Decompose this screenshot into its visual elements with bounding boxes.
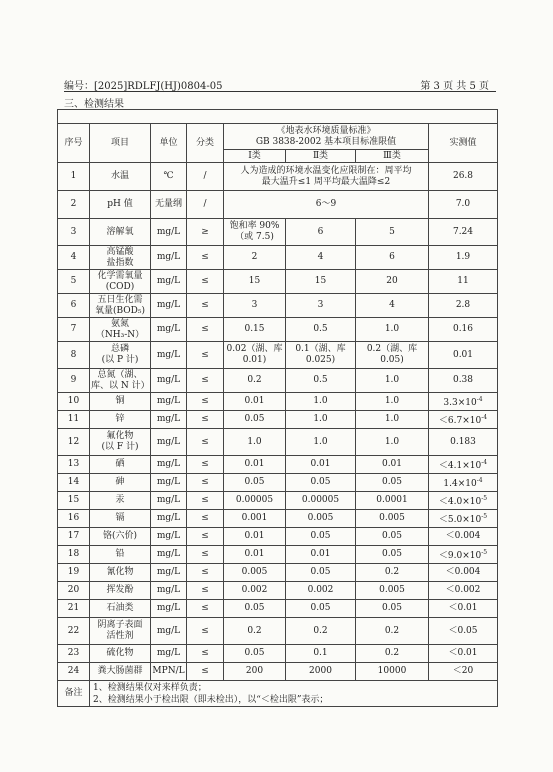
cell-class3: 0.05 (356, 546, 429, 564)
cell-class2: 2000 (286, 663, 356, 681)
cell-class3: 0.05 (356, 528, 429, 546)
cell-measured: 2.8 (429, 294, 498, 318)
item-line2: (以 F 计) (101, 442, 139, 452)
cell-seq: 21 (58, 600, 90, 618)
header-measured: 实测值 (429, 124, 498, 163)
class3-line2: 0.05) (380, 355, 404, 365)
table-row (58, 546, 498, 564)
header-class1: Ⅰ类 (224, 150, 286, 163)
cell-unit: mg/L (151, 411, 187, 429)
remarks-row (58, 681, 498, 707)
cell-class3: 1.0 (356, 411, 429, 429)
cell-class1: 0.01 (224, 393, 286, 411)
cell-class2: 0.01 (286, 546, 356, 564)
table-row (58, 528, 498, 546)
cell-unit: mg/L (151, 456, 187, 474)
cell-category: ≤ (187, 618, 224, 645)
cell-class3: 1.0 (356, 429, 429, 456)
cell-class2: 0.5 (286, 369, 356, 393)
measured-exponent: -4 (481, 414, 488, 421)
cell-class3: 1.0 (356, 318, 429, 342)
cell-item: pH 值 (90, 191, 151, 219)
cell-seq: 16 (58, 510, 90, 528)
cell-class1: 0.05 (224, 474, 286, 492)
cell-measured (429, 492, 498, 510)
measured-exponent: -5 (481, 513, 488, 520)
cell-measured (429, 456, 498, 474)
item-line1: 五日生化需 (97, 294, 143, 305)
cell-class2: 0.05 (286, 600, 356, 618)
cell-class1 (224, 219, 286, 246)
cell-measured (429, 510, 498, 528)
cell-unit: mg/L (151, 546, 187, 564)
cell-item: 水温 (90, 163, 151, 191)
cell-class2: 1.0 (286, 393, 356, 411)
table-row (58, 663, 498, 681)
item-line1: 氨氮 (110, 318, 129, 329)
cell-class3: 0.2 (356, 645, 429, 663)
cell-seq: 6 (58, 294, 90, 318)
cell-category: ≤ (187, 645, 224, 663)
measured-base: ＜9.0×10 (438, 551, 482, 561)
class2-line1: 0.1（湖、库 (295, 344, 346, 354)
cell-class1: 0.05 (224, 645, 286, 663)
cell-seq: 13 (58, 456, 90, 474)
cell-class1: 0.002 (224, 582, 286, 600)
cell-unit: mg/L (151, 318, 187, 342)
document-header (64, 77, 489, 91)
cell-unit: mg/L (151, 342, 187, 369)
section-title: 三、检测结果 (64, 99, 124, 110)
table-row (58, 294, 498, 318)
cell-class2: 0.01 (286, 456, 356, 474)
cell-class2: 0.05 (286, 474, 356, 492)
cell-category: ≤ (187, 510, 224, 528)
measured-base: ＜5.0×10 (438, 515, 482, 525)
table-row (58, 492, 498, 510)
cell-class1: 0.05 (224, 411, 286, 429)
measured-base: ＜4.1×10 (438, 461, 482, 471)
cell-measured (429, 411, 498, 429)
cell-measured: 0.01 (429, 342, 498, 369)
table-row (58, 369, 498, 393)
cell-unit: mg/L (151, 528, 187, 546)
cell-class2: 0.1 (286, 645, 356, 663)
cell-category: ≤ (187, 528, 224, 546)
cell-category: ≤ (187, 318, 224, 342)
cell-item: 溶解氧 (90, 219, 151, 246)
cell-seq: 3 (58, 219, 90, 246)
cell-measured: 11 (429, 270, 498, 294)
cell-seq: 8 (58, 342, 90, 369)
item-line2: 盐指数 (106, 257, 134, 268)
cell-class3: 1.0 (356, 369, 429, 393)
cell-class2: 1.0 (286, 429, 356, 456)
cell-category: ≤ (187, 582, 224, 600)
cell-seq: 9 (58, 369, 90, 393)
results-table (57, 109, 498, 707)
item-line1: 总磷 (110, 344, 129, 354)
cell-item (90, 342, 151, 369)
table-row (58, 600, 498, 618)
cell-category: ≤ (187, 564, 224, 582)
cell-item (90, 270, 151, 294)
cell-unit: 无量纲 (151, 191, 187, 219)
cell-unit: mg/L (151, 429, 187, 456)
table-row (58, 456, 498, 474)
class1-line1: 饱和率 90% (229, 221, 280, 231)
cell-unit: mg/L (151, 246, 187, 270)
item-line2: 库、以 N 计） (91, 380, 150, 391)
cell-measured (429, 393, 498, 411)
cell-item: 氰化物 (90, 564, 151, 582)
cell-unit: mg/L (151, 564, 187, 582)
header-class3: Ⅲ类 (356, 150, 429, 163)
measured-base: 1.4×10 (443, 479, 477, 489)
cell-class3: 5 (356, 219, 429, 246)
table-row (58, 219, 498, 246)
cell-seq: 11 (58, 411, 90, 429)
cell-measured (429, 546, 498, 564)
table-row (58, 163, 498, 191)
cell-class1: 200 (224, 663, 286, 681)
cell-class2: 0.005 (286, 510, 356, 528)
cell-category: ≤ (187, 246, 224, 270)
measured-exponent: -5 (481, 549, 488, 556)
class3-line1: 0.2（湖、库 (366, 344, 418, 354)
cell-class3: 1.0 (356, 393, 429, 411)
cell-class3: 0.05 (356, 474, 429, 492)
table-row (58, 411, 498, 429)
cell-class1: 1.0 (224, 429, 286, 456)
cell-item: 硫化物 (90, 645, 151, 663)
sample-row (58, 110, 498, 124)
cell-item: 铜 (90, 393, 151, 411)
item-line1: 化学需氧量 (97, 270, 143, 281)
measured-exponent: -4 (481, 459, 488, 466)
cell-class3: 0.005 (356, 582, 429, 600)
cell-class1: 0.2 (224, 618, 286, 645)
cell-class1: 2 (224, 246, 286, 270)
cell-category: ≤ (187, 270, 224, 294)
header-item: 项目 (90, 124, 151, 163)
cell-unit: mg/L (151, 369, 187, 393)
cell-class2: 4 (286, 246, 356, 270)
cell-measured: 7.24 (429, 219, 498, 246)
cell-unit: mg/L (151, 645, 187, 663)
cell-item: 石油类 (90, 600, 151, 618)
cell-item: 硒 (90, 456, 151, 474)
cell-category: ≤ (187, 546, 224, 564)
table-row (58, 645, 498, 663)
cell-measured: ＜0.05 (429, 618, 498, 645)
cell-seq: 18 (58, 546, 90, 564)
cell-class1: 0.15 (224, 318, 286, 342)
cell-item (90, 294, 151, 318)
cell-seq: 2 (58, 191, 90, 219)
cell-item: 粪大肠菌群 (90, 663, 151, 681)
cell-category: ≤ (187, 294, 224, 318)
cell-item: 铅 (90, 546, 151, 564)
cell-class1: 3 (224, 294, 286, 318)
table-row (58, 618, 498, 645)
cell-class3: 0.01 (356, 456, 429, 474)
cell-class2: 0.2 (286, 618, 356, 645)
cell-class3: 4 (356, 294, 429, 318)
item-line2: (以 P 计) (101, 355, 139, 365)
cell-category: ≤ (187, 474, 224, 492)
item-line1: 阴离子表面 (97, 620, 143, 630)
cell-seq: 12 (58, 429, 90, 456)
cell-unit: mg/L (151, 474, 187, 492)
cell-category: ≤ (187, 393, 224, 411)
cell-seq: 20 (58, 582, 90, 600)
cell-class2: 0.05 (286, 564, 356, 582)
cell-category: ≤ (187, 492, 224, 510)
cell-seq: 14 (58, 474, 90, 492)
cell-seq: 22 (58, 618, 90, 645)
cell-category: ≥ (187, 219, 224, 246)
header-rule (64, 91, 496, 92)
cell-measured: ＜20 (429, 663, 498, 681)
cell-class2: 0.00005 (286, 492, 356, 510)
cell-category: ≤ (187, 411, 224, 429)
cell-seq: 23 (58, 645, 90, 663)
item-line1: 总氮（湖、 (97, 369, 143, 380)
cell-standard (224, 163, 429, 191)
header-category: 分类 (187, 124, 224, 163)
cell-class1: 0.2 (224, 369, 286, 393)
cell-class1: 0.01 (224, 528, 286, 546)
cell-class1 (224, 342, 286, 369)
cell-unit: mg/L (151, 600, 187, 618)
cell-seq: 19 (58, 564, 90, 582)
cell-item: 汞 (90, 492, 151, 510)
report-number: 编号：[2025]RDLFJ(HJ)0804-05 (64, 81, 223, 92)
class1-line2: 0.01) (242, 355, 267, 365)
cell-measured: 0.183 (429, 429, 498, 456)
cell-seq: 4 (58, 246, 90, 270)
header-row (58, 124, 498, 150)
table-row (58, 510, 498, 528)
cell-unit: mg/L (151, 618, 187, 645)
cell-item (90, 246, 151, 270)
cell-unit: mg/L (151, 510, 187, 528)
cell-class2: 0.05 (286, 528, 356, 546)
cell-class3: 6 (356, 246, 429, 270)
cell-class1: 0.01 (224, 456, 286, 474)
cell-category: ≤ (187, 663, 224, 681)
remark-line2: 2、检测结果小于检出限（即未检出），以“＜检出限”表示； (93, 694, 329, 705)
class1-line1: 0.02（湖、库 (226, 344, 283, 354)
remark-line1: 1、检测结果仅对来样负责； (93, 682, 207, 693)
header-standard (224, 124, 429, 150)
cell-item (90, 318, 151, 342)
cell-class2: 0.002 (286, 582, 356, 600)
measured-base: 3.3×10 (443, 398, 477, 408)
cell-category: ≤ (187, 456, 224, 474)
remarks-label: 备注 (58, 681, 90, 707)
cell-unit: ℃ (151, 163, 187, 191)
cell-measured: 26.8 (429, 163, 498, 191)
class1-line2: （或 7.5) (235, 232, 274, 242)
table-row (58, 191, 498, 219)
cell-unit: mg/L (151, 393, 187, 411)
cell-category: / (187, 191, 224, 219)
std-line1: 人为造成的环境水温变化应限制在：周平均 (240, 165, 412, 176)
cell-unit: MPN/L (151, 663, 187, 681)
table-row (58, 342, 498, 369)
cell-category: ≤ (187, 600, 224, 618)
table-row (58, 393, 498, 411)
cell-class3: 0.005 (356, 510, 429, 528)
remarks-text (90, 681, 498, 707)
cell-measured: 7.0 (429, 191, 498, 219)
cell-class1: 0.00005 (224, 492, 286, 510)
cell-item: 砷 (90, 474, 151, 492)
cell-class3: 0.05 (356, 600, 429, 618)
cell-seq: 24 (58, 663, 90, 681)
cell-class3: 10000 (356, 663, 429, 681)
cell-class2: 1.0 (286, 411, 356, 429)
cell-measured: 1.9 (429, 246, 498, 270)
cell-item: 铬(六价) (90, 528, 151, 546)
measured-exponent: -4 (476, 396, 483, 403)
cell-category: ≤ (187, 429, 224, 456)
cell-item (90, 618, 151, 645)
item-line1: 高锰酸 (106, 246, 134, 257)
header-seq: 序号 (58, 124, 90, 163)
cell-item (90, 369, 151, 393)
measured-exponent: -4 (476, 477, 483, 484)
cell-unit: mg/L (151, 492, 187, 510)
table-row (58, 564, 498, 582)
cell-unit: mg/L (151, 294, 187, 318)
header-class2: Ⅱ类 (286, 150, 356, 163)
std-line2: 最大温升≤1 周平均最大温降≤2 (261, 176, 391, 187)
cell-category: ≤ (187, 342, 224, 369)
table-row (58, 270, 498, 294)
cell-class1: 0.05 (224, 600, 286, 618)
cell-category: / (187, 163, 224, 191)
header-unit: 单位 (151, 124, 187, 163)
cell-measured: ＜0.01 (429, 645, 498, 663)
table-row (58, 582, 498, 600)
cell-class3: 0.0001 (356, 492, 429, 510)
cell-seq: 5 (58, 270, 90, 294)
cell-class1: 0.01 (224, 546, 286, 564)
cell-class3: 0.2 (356, 564, 429, 582)
cell-category: ≤ (187, 369, 224, 393)
cell-class1: 0.005 (224, 564, 286, 582)
standard-name: 《地表水环境质量标准》 (276, 125, 376, 136)
cell-unit: mg/L (151, 270, 187, 294)
item-line2: 氧量(BOD₅) (94, 305, 145, 316)
measured-base: ＜6.7×10 (438, 416, 482, 426)
cell-measured (429, 474, 498, 492)
class2-line2: 0.025) (305, 355, 336, 365)
measured-exponent: -5 (481, 495, 488, 502)
cell-seq: 7 (58, 318, 90, 342)
cell-class1: 15 (224, 270, 286, 294)
cell-class2: 15 (286, 270, 356, 294)
page-info: 第 3 页 共 5 页 (420, 81, 489, 92)
cell-measured: ＜0.01 (429, 600, 498, 618)
cell-seq: 15 (58, 492, 90, 510)
cell-seq: 10 (58, 393, 90, 411)
table-row (58, 429, 498, 456)
cell-class3: 20 (356, 270, 429, 294)
cell-class3: 0.2 (356, 618, 429, 645)
cell-unit: mg/L (151, 582, 187, 600)
cell-class1: 0.001 (224, 510, 286, 528)
measured-base: ＜4.0×10 (438, 497, 482, 507)
item-line2: (COD) (105, 281, 135, 292)
cell-measured: ＜0.004 (429, 528, 498, 546)
cell-class2: 0.5 (286, 318, 356, 342)
cell-measured: ＜0.002 (429, 582, 498, 600)
cell-item: 锌 (90, 411, 151, 429)
cell-seq: 1 (58, 163, 90, 191)
sample-label (58, 110, 498, 124)
cell-measured: 0.38 (429, 369, 498, 393)
cell-seq: 17 (58, 528, 90, 546)
table-row (58, 246, 498, 270)
item-line2: 活性剂 (106, 631, 134, 641)
table-row (58, 318, 498, 342)
cell-measured: 0.16 (429, 318, 498, 342)
cell-measured: ＜0.004 (429, 564, 498, 582)
cell-class3 (356, 342, 429, 369)
item-line2: （NH₃-N） (95, 329, 145, 340)
item-line1: 氟化物 (106, 431, 134, 441)
cell-standard: 6～9 (224, 191, 429, 219)
cell-class2: 3 (286, 294, 356, 318)
cell-class2: 6 (286, 219, 356, 246)
cell-item (90, 429, 151, 456)
table-row (58, 474, 498, 492)
cell-item: 挥发酚 (90, 582, 151, 600)
cell-item: 镉 (90, 510, 151, 528)
cell-unit: mg/L (151, 219, 187, 246)
cell-class2 (286, 342, 356, 369)
standard-code: GB 3838-2002 基本项目标准限值 (255, 136, 397, 147)
